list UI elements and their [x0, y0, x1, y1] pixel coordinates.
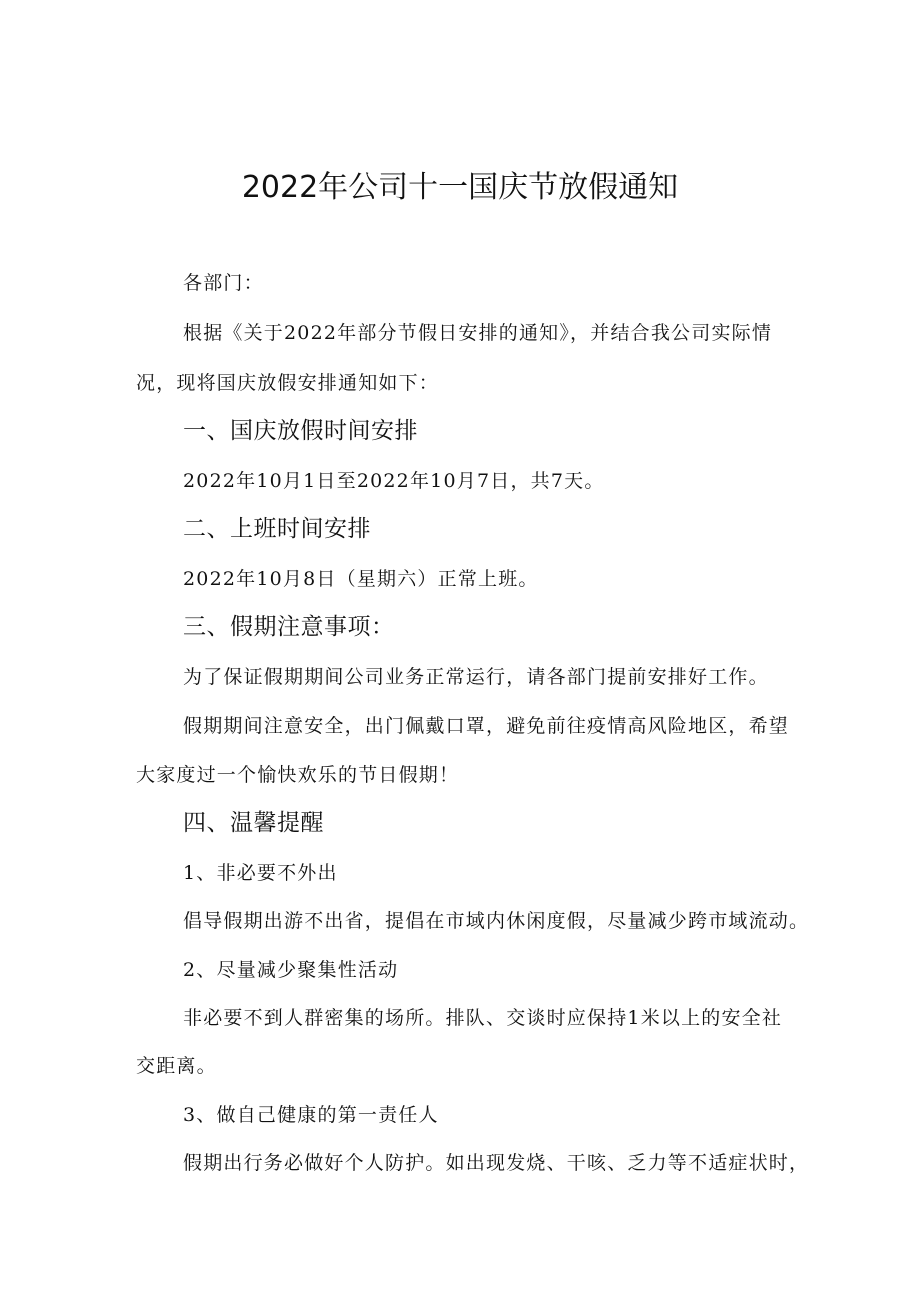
- section-3-heading: 三、假期注意事项：: [183, 614, 395, 640]
- section-2-heading: 二、上班时间安排: [183, 516, 371, 542]
- section-3-paragraph-2-line-1: 假期期间注意安全，出门佩戴口罩，避免前往疫情高风险地区，希望: [183, 715, 790, 737]
- salutation: 各部门：: [183, 272, 264, 294]
- reminder-3-title: 3、做自己健康的第一责任人: [183, 1104, 439, 1126]
- section-3-paragraph-1: 为了保证假期期间公司业务正常运行，请各部门提前安排好工作。: [183, 666, 769, 688]
- intro-line-2: 况，现将国庆放假安排通知如下：: [136, 372, 440, 394]
- section-1-heading: 一、国庆放假时间安排: [183, 418, 418, 444]
- reminder-2-body-line-1: 非必要不到人群密集的场所。排队、交谈时应保持1米以上的安全社: [183, 1007, 783, 1029]
- reminder-2-body-line-2: 交距离。: [136, 1055, 217, 1077]
- section-4-heading: 四、温馨提醒: [183, 810, 324, 836]
- document-title: 2022年公司十一国庆节放假通知: [241, 170, 679, 205]
- section-2-body: 2022年10月8日（星期六）正常上班。: [183, 568, 539, 590]
- reminder-1-title: 1、非必要不外出: [183, 862, 338, 884]
- reminder-1-body: 倡导假期出游不出省，提倡在市域内休闲度假，尽量减少跨市域流动。: [183, 910, 810, 932]
- section-1-body: 2022年10月1日至2022年10月7日，共7天。: [183, 470, 605, 492]
- reminder-3-body-line-1: 假期出行务必做好个人防护。如出现发烧、干咳、乏力等不适症状时，: [183, 1152, 810, 1174]
- reminder-2-title: 2、尽量减少聚集性活动: [183, 959, 399, 981]
- section-3-paragraph-2-line-2: 大家度过一个愉快欢乐的节日假期！: [136, 764, 460, 786]
- intro-line-1: 根据《关于2022年部分节假日安排的通知》，并结合我公司实际情: [183, 322, 773, 344]
